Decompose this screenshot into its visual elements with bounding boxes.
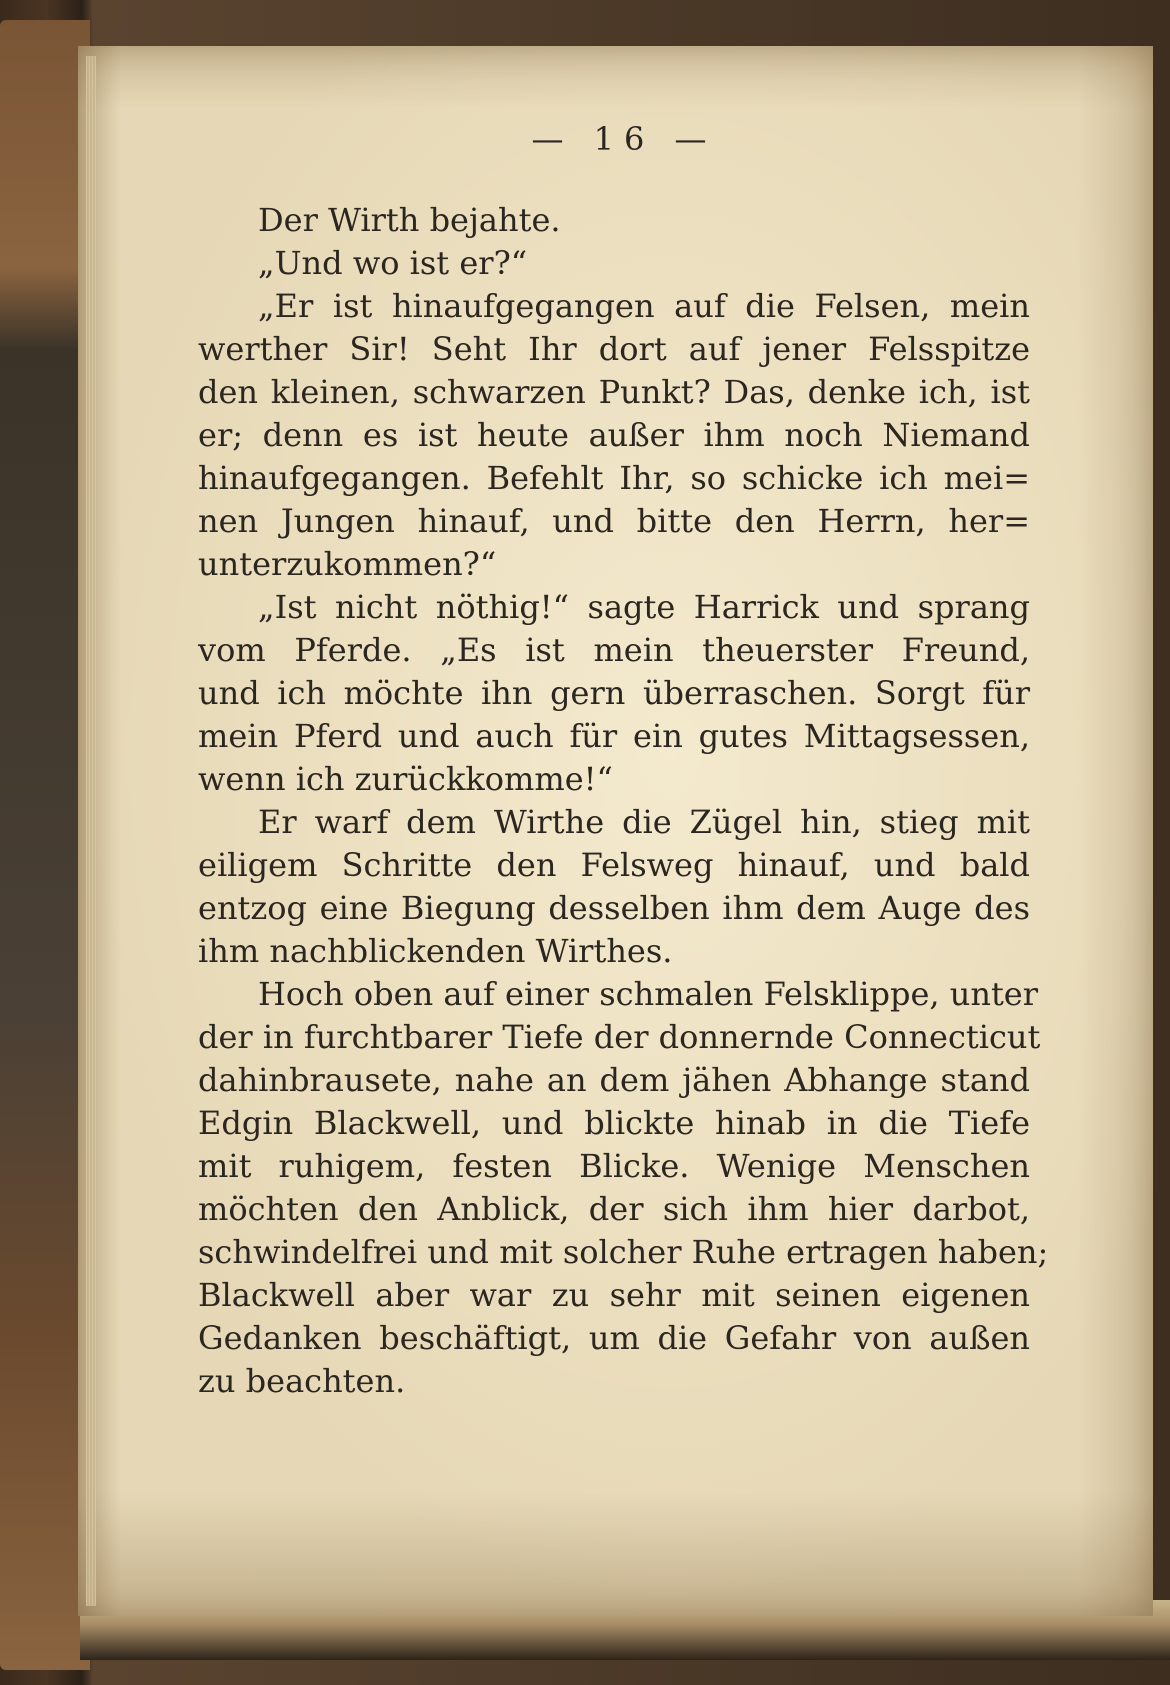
text-line: „Ist nicht nöthig!“ sagte Harrick und sprang — [258, 588, 1030, 626]
text-line: den kleinen, schwarzen Punkt? Das, denke ich, ist — [198, 373, 1030, 411]
page-text — [198, 118, 1049, 1403]
paragraph — [198, 973, 1049, 1403]
text-line: mein Pferd und auch für ein gutes Mittagsessen, — [198, 717, 1030, 755]
text-line: zu beachten. — [198, 1362, 406, 1400]
text-line: ihm nachblickenden Wirthes. — [198, 932, 673, 970]
text-line: Der Wirth bejahte. — [258, 201, 561, 239]
paragraph — [198, 199, 1030, 242]
text-line: unterzukommen?“ — [198, 545, 497, 583]
text-line: Blackwell aber war zu sehr mit seinen eigenen — [198, 1276, 1030, 1314]
text-line: „Er ist hinaufgegangen auf die Felsen, mein — [258, 287, 1030, 325]
text-line: Edgin Blackwell, und blickte hinab in die Tiefe — [198, 1104, 1030, 1142]
text-line: mit ruhigem, festen Blicke. Wenige Menschen — [198, 1147, 1030, 1185]
paragraph — [198, 801, 1030, 973]
text-line: Gedanken beschäftigt, um die Gefahr von außen — [198, 1319, 1030, 1357]
text-line: „Und wo ist er?“ — [258, 244, 528, 282]
text-line: Hoch oben auf einer schmalen Felsklippe, unter — [258, 975, 1039, 1013]
text-line: Er warf dem Wirthe die Zügel hin, stieg mit — [258, 803, 1030, 841]
book-cover-edge — [0, 20, 90, 1670]
text-line: und ich möchte ihn gern überraschen. Sorgt für — [198, 674, 1030, 712]
paragraph — [198, 586, 1030, 801]
text-line: hinaufgegangen. Befehlt Ihr, so schicke ich mei= — [198, 459, 1030, 497]
text-line: eiligem Schritte den Felsweg hinauf, und bald — [198, 846, 1030, 884]
text-line: entzog eine Biegung desselben ihm dem Auge des — [198, 889, 1030, 927]
page-stack-edge — [86, 56, 96, 1606]
paragraph — [198, 242, 1030, 285]
page-number: — 16 — — [531, 120, 717, 158]
text-line: schwindelfrei und mit solcher Ruhe ertragen haben; — [198, 1233, 1049, 1271]
text-line: er; denn es ist heute außer ihm noch Niemand — [198, 416, 1030, 454]
text-line: dahinbrausete, nahe an dem jähen Abhange stand — [198, 1061, 1030, 1099]
text-line: wenn ich zurückkomme!“ — [198, 760, 613, 798]
text-line: der in furchtbarer Tiefe der donnernde Connecticut — [198, 1018, 1041, 1056]
text-line: werther Sir! Seht Ihr dort auf jener Felsspitze — [198, 330, 1030, 368]
text-line: möchten den Anblick, der sich ihm hier darbot, — [198, 1190, 1030, 1228]
paragraph — [198, 285, 1030, 586]
text-line: vom Pferde. „Es ist mein theuerster Freund, — [198, 631, 1030, 669]
text-line: nen Jungen hinauf, und bitte den Herrn, her= — [198, 502, 1030, 540]
